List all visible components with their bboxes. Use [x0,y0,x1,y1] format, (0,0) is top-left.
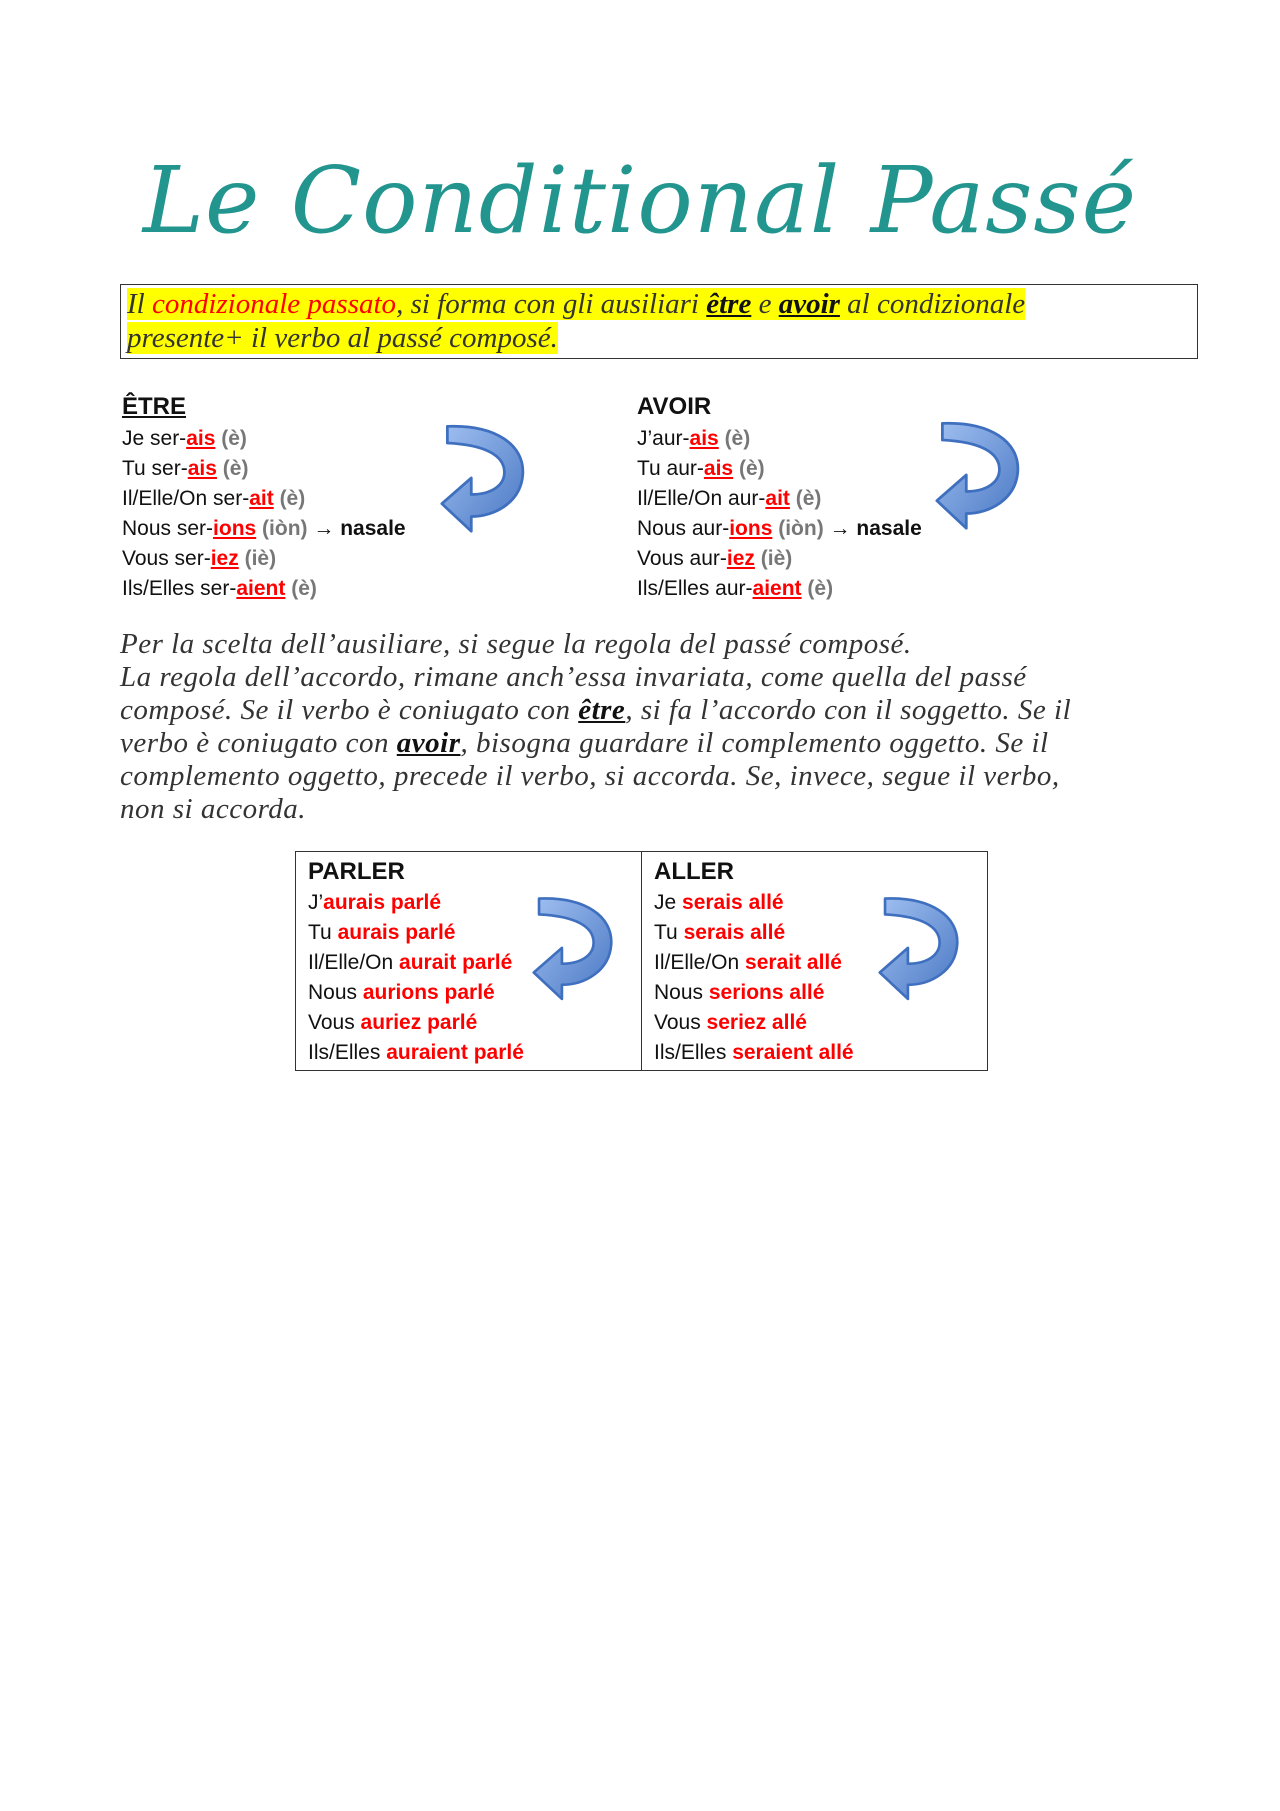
rule-keyword-etre: être [578,694,626,726]
parler-heading: PARLER [308,858,405,885]
intro-line-2: presente+ il verbo al passé composé. [127,322,558,354]
table-row: Ils/Elles seraient allé [654,1041,854,1064]
aller-cell [642,852,988,1071]
conj-row: Vous aur-iez (iè) [637,547,793,570]
curved-arrow-icon [935,405,1027,543]
intro-line-1: Il condizionale passato, si forma con gli ausiliari être e avoir al condizionale [127,288,1026,320]
page-title: Le Conditional Passé [142,147,1138,254]
conj-row: Nous ser-ions (iòn) → nasale [122,517,406,540]
table-row: Vous auriez parlé [308,1011,478,1034]
table-row: Je serais allé [654,891,784,914]
table-row: Tu serais allé [654,921,786,944]
avoir-heading: AVOIR [637,393,712,420]
conj-row: Ils/Elles ser-aient (è) [122,577,317,600]
table-row: Il/Elle/On serait allé [654,951,842,974]
intro-aux-etre: être [706,288,752,320]
conj-row: Tu ser-ais (è) [122,457,249,480]
rule-keyword-avoir: avoir [396,727,461,759]
conj-row: J’aur-ais (è) [637,427,751,450]
table-row: Nous serions allé [654,981,825,1004]
curved-arrow-icon [878,886,966,1008]
rule-paragraph: Per la scelta dell’ausiliare, si segue la regola del passé composé. La regola dell’accordo, rimane anch’essa invariata, come quella del passé composé. Se il verbo è coniugato con être, si fa l’accordo con il soggetto. Se il verbo è coniugato con avoir, bisogna guardare il complemento oggetto. Se il complemento oggetto, precede il verbo, si accorda. Se, invece, segue il verbo, non si accorda. [120,628,1072,825]
aller-heading: ALLER [654,858,734,885]
conj-row: Il/Elle/On aur-ait (è) [637,487,822,510]
table-row: Il/Elle/On aurait parlé [308,951,513,974]
nasale-note: → nasale [829,517,922,540]
parler-cell [296,852,642,1071]
conj-row: Je ser-ais (è) [122,427,247,450]
table-row: Ils/Elles auraient parlé [308,1041,524,1064]
intro-box [120,284,1198,359]
intro-aux-avoir: avoir [778,288,840,320]
table-row: Vous seriez allé [654,1011,807,1034]
avoir-conjugation [637,390,922,604]
conj-row: Il/Elle/On ser-ait (è) [122,487,306,510]
table-row: Tu aurais parlé [308,921,456,944]
curved-arrow-icon [440,412,532,542]
curved-arrow-icon [532,886,620,1008]
intro-term: condizionale passato [151,288,397,320]
examples-table [295,851,988,1071]
conj-row: Vous ser-iez (iè) [122,547,277,570]
conj-row: Tu aur-ais (è) [637,457,765,480]
nasale-note: → nasale [313,517,406,540]
table-row: Nous aurions parlé [308,981,495,1004]
etre-heading: ÊTRE [122,393,187,420]
conj-row: Ils/Elles aur-aient (è) [637,577,834,600]
table-row: J’aurais parlé [308,891,442,914]
etre-conjugation [122,390,406,604]
conj-row: Nous aur-ions (iòn) → nasale [637,517,922,540]
